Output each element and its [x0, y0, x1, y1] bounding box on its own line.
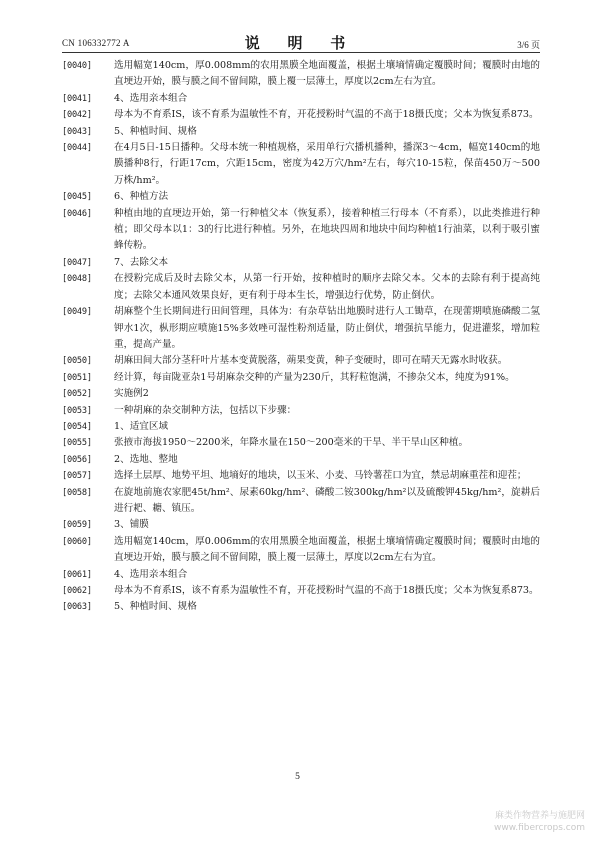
paragraph: [62, 435, 540, 451]
paragraph-number: [0063]: [62, 602, 92, 613]
paragraph-text: 7、去除父本: [114, 256, 169, 268]
paragraph-text: 选择土层厚、地势平坦、地墒好的地块，以玉米、小麦、马铃薯茬口为宜，禁忌胡麻重茬和迎茬；: [114, 470, 527, 482]
paragraph: [62, 468, 540, 484]
paragraph: [62, 124, 540, 140]
paragraph-text: 在4月5日-15日播种。父母本统一种植规格，采用单行穴播机播种，播深3～4cm，幅宽140cm的地膜播种8行，行距17cm，穴距15cm，密度为42万穴/hm²左右，每穴10-15粒，保苗450万～500万株/hm²。: [114, 142, 540, 186]
paragraph-number: [0042]: [62, 110, 92, 121]
paragraph-number: [0058]: [62, 487, 92, 498]
paragraph-number: [0057]: [62, 471, 92, 482]
paragraph-number: [0041]: [62, 93, 92, 104]
watermark-line-1: 麻类作物营养与施肥网: [494, 811, 585, 821]
paragraph-text: 3、铺膜: [114, 519, 149, 531]
paragraph-text: 张掖市海拔1950～2200米，年降水量在150～200毫米的干旱、半干旱山区种植。: [114, 437, 469, 449]
paragraph: [62, 567, 540, 583]
paragraph: [62, 206, 540, 255]
paragraph-text: 实施例2: [114, 388, 149, 400]
paragraph-number: [0046]: [62, 208, 92, 219]
paragraph-text: 母本为不育系IS，该不育系为温敏性不育，开花授粉时气温的不高于18摄氏度；父本为恢复系873。: [114, 585, 539, 596]
paragraph-text: 一种胡麻的杂交制种方法，包括以下步骤：: [114, 404, 297, 416]
watermark-line-2: www.fibercrops.com: [494, 823, 585, 833]
paragraph-number: [0051]: [62, 372, 92, 383]
watermark: [494, 810, 585, 834]
page-header: [62, 30, 540, 53]
paragraph-number: [0045]: [62, 192, 92, 203]
paragraph-number: [0054]: [62, 421, 92, 432]
paragraph-text: 在授粉完成后及时去除父本，从第一行开始，按种植时的顺序去除父本。父本的去除有利于提高纯度；去除父本通风效果良好，更有利于母本生长，增强边行优势，防止倒伏。: [114, 273, 540, 301]
paragraph-text: 2、选地、整地: [114, 453, 178, 465]
paragraph: [62, 419, 540, 435]
paragraph: [62, 140, 540, 189]
paragraph: [62, 403, 540, 419]
paragraph-number: [0055]: [62, 438, 92, 449]
paragraph-number: [0047]: [62, 257, 92, 268]
paragraph-text: 1、适宜区域: [114, 420, 169, 432]
paragraph-text: 选用幅宽140cm，厚0.008mm的农用黑膜全地面覆盖，根据土壤墒情确定覆膜时间；覆膜时由地的直埂边开始，膜与膜之间不留间隙，膜上覆一层薄土，厚度以2cm左右为宜。: [114, 60, 540, 88]
paragraph-number: [0059]: [62, 520, 92, 531]
paragraph-number: [0053]: [62, 405, 92, 416]
paragraph-text: 5、种植时间、规格: [114, 601, 197, 613]
paragraph-text: 种植由地的直埂边开始，第一行种植父本（恢复系），接着种植三行母本（不育系），以此类推进行种植；即父母本以1：3的行比进行种植。另外，在地块四周和地块中间均种植1行油菜，以利于吸引蜜蜂传粉。: [114, 207, 540, 252]
paragraph-text: 5、种植时间、规格: [114, 125, 197, 137]
document-title: 说 明 书: [244, 36, 358, 52]
paragraph: [62, 91, 540, 107]
paragraph: [62, 58, 540, 91]
paragraph-number: [0049]: [62, 307, 92, 318]
paragraph: [62, 370, 540, 386]
paragraph: [62, 534, 540, 567]
publication-number: CN 106332772 A: [62, 38, 130, 48]
paragraph: [62, 583, 540, 599]
paragraph-text: 4、选用亲本组合: [114, 568, 188, 580]
paragraph: [62, 452, 540, 468]
paragraph: [62, 353, 540, 369]
paragraph-number: [0040]: [62, 61, 92, 71]
page-number: 5: [295, 772, 300, 782]
paragraph-text: 经计算，每亩陇亚杂1号胡麻杂交种的产量为230斤，其籽粒饱满，不掺杂父本，纯度为91%。: [114, 371, 515, 383]
paragraph-text: 胡麻田间大部分茎秆叶片基本变黄脱落，蒴果变黄，种子变硬时，即可在晴天无露水时收获。: [114, 355, 508, 367]
paragraph-number: [0052]: [62, 389, 92, 400]
paragraph: [62, 271, 540, 304]
paragraph-number: [0043]: [62, 126, 92, 137]
paragraph: [62, 599, 540, 615]
paragraph: [62, 255, 540, 271]
paragraph-number: [0050]: [62, 356, 92, 367]
paragraph: [62, 304, 540, 353]
paragraph-number: [0044]: [62, 143, 92, 154]
paragraph-number: [0056]: [62, 454, 92, 465]
paragraph-text: 6、种植方法: [114, 191, 169, 203]
paragraph: [62, 517, 540, 533]
paragraph-text: 胡麻整个生长期间进行田间管理，具体为：有杂草钻出地膜时进行人工锄草，在现蕾期喷施磷酸二氢钾水1次，枞形期应喷施15%多效唑可湿性粉剂适量，防止倒伏，增强抗旱能力，促进灌浆，增加粒重，提高产量。: [114, 306, 540, 350]
paragraph-text: 选用幅宽140cm，厚0.006mm的农用黑膜全地面覆盖，根据土壤墒情确定覆膜时间；覆膜时由地的直埂边开始，膜与膜之间不留间隙，膜上覆一层薄土，厚度以2cm左右为宜。: [114, 535, 540, 564]
paragraph: [62, 107, 540, 123]
paragraph-number: [0062]: [62, 586, 92, 596]
paragraph: [62, 386, 540, 402]
paragraph: [62, 189, 540, 205]
paragraph: [62, 485, 540, 518]
paragraph-number: [0048]: [62, 274, 92, 285]
paragraph-text: 在旋地前施农家肥45t/hm²、尿素60kg/hm²、磷酸二铵300kg/hm²以及硫酸钾45kg/hm²，旋耕后进行耙、耱、镇压。: [114, 486, 540, 514]
paragraph-number: [0060]: [62, 536, 92, 547]
paragraph-text: 4、选用亲本组合: [114, 92, 188, 104]
paragraph-number: [0061]: [62, 569, 92, 580]
document-body: [62, 58, 540, 616]
page-indicator: 3/6 页: [517, 40, 540, 50]
paragraph-text: 母本为不育系IS，该不育系为温敏性不育，开花授粉时气温的不高于18摄氏度；父本为恢复系873。: [114, 109, 539, 121]
